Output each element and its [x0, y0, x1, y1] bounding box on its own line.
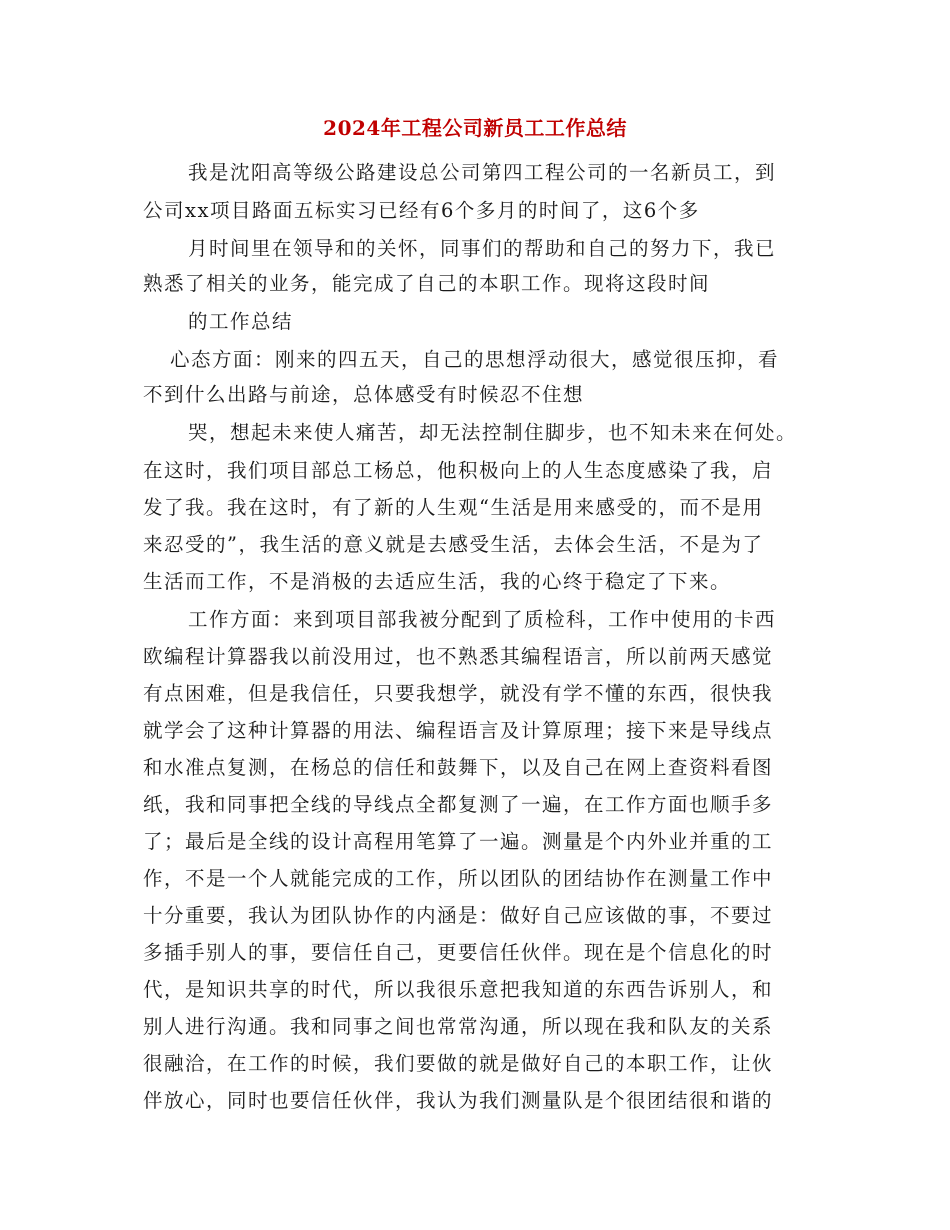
text-line: 伴放心，同时也要信任伙伴，我认为我们测量队是个很团结很和谐的: [143, 1089, 774, 1112]
text-line: 很融洽，在工作的时候，我们要做的就是做好自己的本职工作，让伙: [143, 1052, 774, 1075]
text-line: 来忍受的”，我生活的意义就是去感受生活，去体会生活，不是为了: [143, 533, 764, 556]
text-line: 熟悉了相关的业务，能完成了自己的本职工作。现将这段时间: [143, 272, 711, 295]
text-line: 别人进行沟通。我和同事之间也常常沟通，所以现在我和队友的关系: [143, 1015, 774, 1038]
text-line: 哭，想起未来使人痛苦，却无法控制住脚步，也不知未来在何处。: [188, 421, 798, 444]
text-line: 欧编程计算器我以前没用过，也不熟悉其编程语言，所以前两天感觉: [143, 645, 774, 668]
text-line: 和水准点复测，在杨总的信任和鼓舞下，以及自己在网上查资料看图: [143, 756, 774, 779]
text-line: 月时间里在领导和的关怀，同事们的帮助和自己的努力下，我已: [188, 237, 777, 260]
text-line: 我是沈阳高等级公路建设总公司第四工程公司的一名新员工，到: [188, 161, 777, 184]
text-line: 纸，我和同事把全线的导线点全都复测了一遍，在工作方面也顺手多: [143, 793, 774, 816]
text-line: 十分重要，我认为团队协作的内涵是：做好自己应该做的事，不要过: [143, 904, 774, 927]
text-line: 代，是知识共享的时代，所以我很乐意把我知道的东西告诉别人，和: [143, 978, 774, 1001]
text-line: 的工作总结: [188, 310, 294, 333]
text-line: 工作方面：来到项目部我被分配到了质检科，工作中使用的卡西: [188, 608, 777, 631]
text-line: 就学会了这种计算器的用法、编程语言及计算原理；接下来是导线点: [143, 719, 774, 742]
text-line: 多插手别人的事，要信任自己，更要信任伙伴。现在是个信息化的时: [143, 941, 774, 964]
text-line: 公司xx项目路面五标实习已经有6个多月的时间了，这6个多: [143, 199, 700, 222]
document-title: 2024年工程公司新员工工作总结: [323, 116, 627, 140]
text-line: 在这时，我们项目部总工杨总，他积极向上的人生态度感染了我，启: [143, 459, 774, 482]
text-line: 心态方面：刚来的四五天，自己的思想浮动很大，感觉很压抑，看: [170, 348, 780, 371]
text-line: 有点困难，但是我信任，只要我想学，就没有学不懂的东西，很快我: [143, 682, 774, 705]
text-line: 发了我。我在这时，有了新的人生观“生活是用来感受的，而不是用: [143, 496, 764, 519]
text-line: 了；最后是全线的设计高程用笔算了一遍。测量是个内外业并重的工: [143, 830, 774, 853]
text-line: 作，不是一个人就能完成的工作，所以团队的团结协作在测量工作中: [143, 867, 774, 890]
text-line: 生活而工作，不是消极的去适应生活，我的心终于稳定了下来。: [143, 570, 732, 593]
text-line: 不到什么出路与前途，总体感受有时候忍不住想: [143, 383, 585, 406]
